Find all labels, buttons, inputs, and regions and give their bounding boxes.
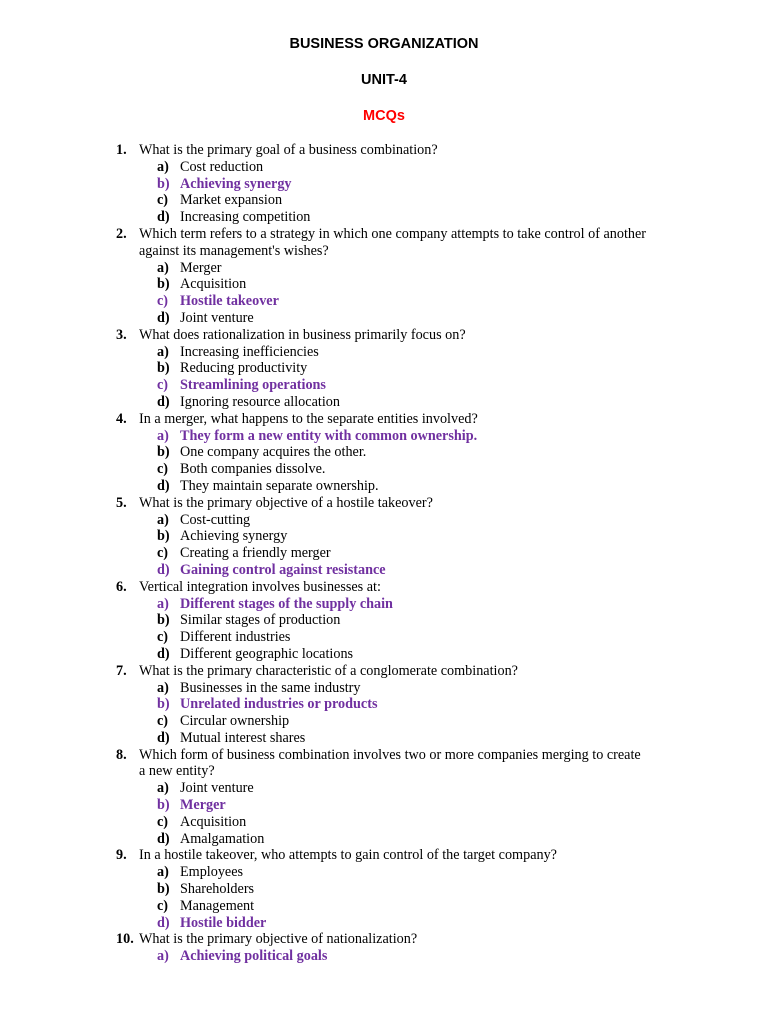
question-row [0, 747, 649, 781]
correct-answer-option [0, 562, 768, 579]
question-number: 10. [116, 931, 134, 948]
option-text: Achieving synergy [180, 175, 292, 192]
question-text: In a hostile takeover, who attempts to gain control of the target company? [139, 847, 557, 864]
answer-option [0, 545, 768, 562]
option-letter: d) [157, 309, 170, 326]
option-letter: d) [157, 477, 170, 494]
question-text: Which term refers to a strategy in which one company attempts to take control of another against its management's wishes? [139, 225, 647, 259]
option-text: They form a new entity with common ownership. [180, 427, 478, 444]
option-letter: a) [157, 343, 169, 360]
option-text: Cost reduction [180, 158, 264, 175]
question-item [0, 663, 768, 747]
option-letter: b) [157, 276, 170, 293]
option-text: Different geographic locations [180, 645, 354, 662]
option-letter: a) [157, 259, 169, 276]
option-letter: d) [157, 561, 170, 578]
option-text: Amalgamation [180, 830, 265, 847]
unit-heading: UNIT-4 [361, 72, 407, 88]
question-text: What is the primary objective of a hostile takeover? [139, 494, 433, 511]
answer-option [0, 629, 768, 646]
option-letter: c) [157, 545, 169, 562]
correct-answer-option [0, 696, 768, 713]
answer-option [0, 646, 768, 663]
option-text: Merger [180, 797, 226, 814]
answer-option [0, 528, 768, 545]
option-text: Different stages of the supply chain [180, 595, 393, 612]
question-number: 2. [116, 225, 127, 242]
question-number: 4. [116, 410, 127, 427]
option-text: Similar stages of production [180, 612, 341, 629]
option-text: Unrelated industries or products [180, 696, 378, 713]
question-list [0, 142, 768, 965]
section-heading: MCQs [363, 108, 405, 124]
option-letter: c) [157, 813, 169, 830]
answer-option [0, 730, 768, 747]
question-number: 3. [116, 326, 127, 343]
option-letter: c) [157, 293, 169, 310]
question-text: Vertical integration involves businesses at: [139, 578, 381, 595]
option-letter: b) [157, 881, 170, 898]
answer-option [0, 344, 768, 361]
question-text: In a merger, what happens to the separate entities involved? [139, 410, 478, 427]
option-letter: a) [157, 679, 169, 696]
option-text: Mutual interest shares [180, 729, 306, 746]
option-text: Market expansion [180, 192, 283, 209]
option-text: Achieving political goals [180, 948, 328, 965]
option-text: Merger [180, 259, 222, 276]
question-number: 8. [116, 746, 127, 763]
option-text: Acquisition [180, 276, 247, 293]
option-text: Streamlining operations [180, 377, 326, 394]
answer-option [0, 864, 768, 881]
option-letter: a) [157, 864, 169, 881]
question-item [0, 226, 768, 327]
correct-answer-option [0, 596, 768, 613]
option-letter: b) [157, 360, 170, 377]
option-text: Hostile bidder [180, 914, 267, 931]
answer-option [0, 831, 768, 848]
answer-option [0, 461, 768, 478]
correct-answer-option [0, 377, 768, 394]
option-letter: a) [157, 427, 169, 444]
option-letter: b) [157, 612, 170, 629]
question-item [0, 411, 768, 495]
answer-option [0, 276, 768, 293]
option-text: Different industries [180, 629, 291, 646]
option-letter: d) [157, 209, 170, 226]
question-text: Which form of business combination involves two or more companies merging to create a new entity? [139, 746, 641, 780]
answer-option [0, 713, 768, 730]
question-item [0, 495, 768, 579]
answer-option [0, 360, 768, 377]
option-text: Joint venture [180, 309, 254, 326]
option-letter: b) [157, 696, 170, 713]
answer-option [0, 814, 768, 831]
option-letter: b) [157, 175, 170, 192]
question-row [0, 663, 649, 680]
answer-option [0, 209, 768, 226]
question-row [0, 226, 649, 260]
question-number: 9. [116, 847, 127, 864]
option-letter: c) [157, 713, 169, 730]
option-letter: a) [157, 511, 169, 528]
question-item [0, 847, 768, 931]
option-letter: b) [157, 444, 170, 461]
option-letter: c) [157, 377, 169, 394]
answer-option [0, 478, 768, 495]
option-text: Circular ownership [180, 713, 290, 730]
answer-option [0, 512, 768, 529]
option-text: Shareholders [180, 881, 255, 898]
question-row [0, 495, 649, 512]
question-row [0, 411, 649, 428]
option-text: Acquisition [180, 813, 247, 830]
answer-option [0, 612, 768, 629]
option-letter: d) [157, 830, 170, 847]
question-number: 1. [116, 142, 127, 158]
question-number: 5. [116, 494, 127, 511]
option-text: Creating a friendly merger [180, 545, 331, 562]
question-number: 7. [116, 662, 127, 679]
question-item [0, 327, 768, 411]
option-letter: a) [157, 595, 169, 612]
answer-option [0, 192, 768, 209]
option-text: Ignoring resource allocation [180, 393, 340, 410]
option-text: Achieving synergy [180, 528, 288, 545]
answer-option [0, 898, 768, 915]
answer-option [0, 444, 768, 461]
option-letter: b) [157, 528, 170, 545]
option-letter: d) [157, 393, 170, 410]
option-letter: a) [157, 158, 169, 175]
correct-answer-option [0, 797, 768, 814]
correct-answer-option [0, 176, 768, 193]
question-row [0, 327, 649, 344]
option-text: Increasing competition [180, 209, 311, 226]
option-letter: c) [157, 192, 169, 209]
option-text: One company acquires the other. [180, 444, 367, 461]
correct-answer-option [0, 948, 768, 965]
option-text: Both companies dissolve. [180, 461, 326, 478]
option-letter: c) [157, 629, 169, 646]
answer-option [0, 159, 768, 176]
question-row [0, 931, 649, 948]
document-title: BUSINESS ORGANIZATION [289, 36, 479, 52]
option-letter: d) [157, 729, 170, 746]
answer-option [0, 680, 768, 697]
answer-option [0, 780, 768, 797]
correct-answer-option [0, 915, 768, 932]
question-item [0, 931, 768, 965]
question-number: 6. [116, 578, 127, 595]
question-row [0, 142, 649, 159]
answer-option [0, 394, 768, 411]
option-letter: d) [157, 645, 170, 662]
option-text: Reducing productivity [180, 360, 308, 377]
question-text: What is the primary goal of a business combination? [139, 142, 438, 158]
option-text: Increasing inefficiencies [180, 343, 319, 360]
option-letter: d) [157, 914, 170, 931]
question-row [0, 847, 649, 864]
answer-option [0, 881, 768, 898]
option-text: Joint venture [180, 780, 254, 797]
option-text: Management [180, 897, 255, 914]
question-row [0, 579, 649, 596]
option-letter: c) [157, 897, 169, 914]
correct-answer-option [0, 428, 768, 445]
option-text: Gaining control against resistance [180, 561, 386, 578]
option-text: They maintain separate ownership. [180, 477, 379, 494]
option-letter: a) [157, 780, 169, 797]
option-text: Hostile takeover [180, 293, 279, 310]
question-text: What is the primary characteristic of a conglomerate combination? [139, 662, 518, 679]
option-text: Cost-cutting [180, 511, 251, 528]
option-letter: c) [157, 461, 169, 478]
question-text: What is the primary objective of nationalization? [139, 931, 418, 948]
correct-answer-option [0, 293, 768, 310]
option-text: Businesses in the same industry [180, 679, 361, 696]
answer-option [0, 310, 768, 327]
question-item [0, 579, 768, 663]
option-letter: b) [157, 797, 170, 814]
option-letter: a) [157, 948, 169, 965]
option-text: Employees [180, 864, 244, 881]
answer-option [0, 260, 768, 277]
question-item [0, 142, 768, 226]
question-item [0, 747, 768, 848]
question-text: What does rationalization in business primarily focus on? [139, 326, 466, 343]
